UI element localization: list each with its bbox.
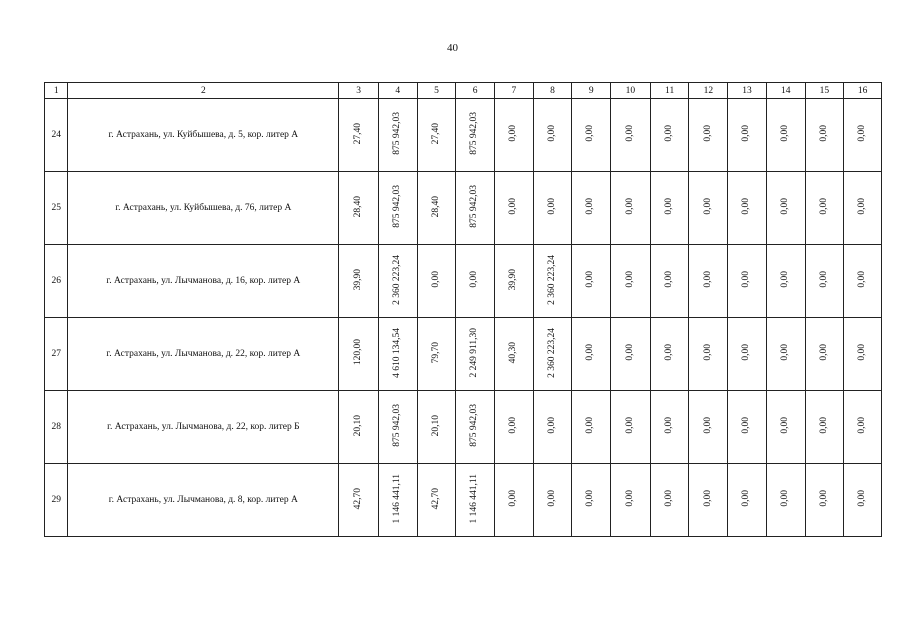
- value-cell: [456, 318, 495, 391]
- value-cell: [378, 391, 417, 464]
- cell-value: 2 360 223,24: [546, 254, 557, 305]
- cell-value: 0,00: [624, 125, 635, 142]
- value-cell: [533, 172, 572, 245]
- column-header: 15: [805, 83, 844, 99]
- cell-value: 0,00: [856, 198, 867, 215]
- value-cell: [689, 391, 728, 464]
- value-cell: [456, 464, 495, 537]
- cell-value: 875 942,03: [392, 112, 403, 155]
- cell-value: 0,00: [469, 271, 480, 288]
- value-cell: [495, 245, 534, 318]
- column-header: 9: [572, 83, 611, 99]
- column-header: 2: [68, 83, 339, 99]
- cell-value: 0,00: [818, 490, 829, 507]
- cell-value: 0,00: [779, 198, 790, 215]
- row-number: 27: [45, 318, 68, 391]
- column-header: 5: [417, 83, 456, 99]
- cell-value: 0,00: [702, 125, 713, 142]
- table-row: [45, 318, 882, 391]
- cell-value: 20,10: [352, 414, 363, 437]
- table-row: [45, 391, 882, 464]
- row-number: 25: [45, 172, 68, 245]
- cell-value: 0,00: [779, 125, 790, 142]
- row-number: 24: [45, 99, 68, 172]
- value-cell: [650, 391, 689, 464]
- cell-value: 0,00: [624, 344, 635, 361]
- value-cell: [533, 99, 572, 172]
- column-header: 8: [533, 83, 572, 99]
- cell-value: 0,00: [663, 417, 674, 434]
- row-number: 26: [45, 245, 68, 318]
- value-cell: [339, 99, 379, 172]
- cell-value: 0,00: [741, 198, 752, 215]
- value-cell: [378, 245, 417, 318]
- value-cell: [766, 464, 805, 537]
- value-cell: [572, 172, 611, 245]
- value-cell: [689, 245, 728, 318]
- cell-value: 0,00: [663, 125, 674, 142]
- value-cell: [378, 99, 417, 172]
- cell-value: 0,00: [585, 417, 596, 434]
- cell-value: 1 146 441,11: [392, 473, 403, 524]
- value-cell: [728, 464, 767, 537]
- data-table: [44, 82, 882, 537]
- value-cell: [689, 99, 728, 172]
- value-cell: [417, 172, 456, 245]
- address-cell: г. Астрахань, ул. Куйбышева, д. 76, литер А: [68, 172, 339, 245]
- value-cell: [417, 464, 456, 537]
- value-cell: [844, 391, 882, 464]
- value-cell: [728, 99, 767, 172]
- value-cell: [728, 245, 767, 318]
- cell-value: 875 942,03: [392, 185, 403, 228]
- value-cell: [456, 172, 495, 245]
- value-cell: [766, 391, 805, 464]
- cell-value: 0,00: [818, 271, 829, 288]
- cell-value: 0,00: [663, 490, 674, 507]
- cell-value: 28,40: [430, 195, 441, 218]
- cell-value: 0,00: [546, 417, 557, 434]
- column-header: 3: [339, 83, 379, 99]
- cell-value: 0,00: [624, 271, 635, 288]
- cell-value: 0,00: [856, 344, 867, 361]
- cell-value: 0,00: [741, 344, 752, 361]
- cell-value: 2 249 911,30: [469, 327, 480, 378]
- value-cell: [572, 245, 611, 318]
- cell-value: 0,00: [585, 271, 596, 288]
- column-header: 1: [45, 83, 68, 99]
- cell-value: 0,00: [546, 198, 557, 215]
- column-header: 12: [689, 83, 728, 99]
- cell-value: 1 146 441,11: [469, 473, 480, 524]
- value-cell: [650, 99, 689, 172]
- value-cell: [844, 464, 882, 537]
- cell-value: 28,40: [352, 195, 363, 218]
- value-cell: [650, 172, 689, 245]
- cell-value: 0,00: [624, 417, 635, 434]
- value-cell: [456, 99, 495, 172]
- value-cell: [650, 464, 689, 537]
- cell-value: 0,00: [779, 271, 790, 288]
- cell-value: 0,00: [663, 344, 674, 361]
- value-cell: [805, 245, 844, 318]
- value-cell: [417, 318, 456, 391]
- cell-value: 0,00: [856, 417, 867, 434]
- value-cell: [417, 99, 456, 172]
- table-body: [45, 99, 882, 537]
- cell-value: 0,00: [856, 125, 867, 142]
- cell-value: 0,00: [702, 344, 713, 361]
- value-cell: [456, 391, 495, 464]
- column-header: 13: [728, 83, 767, 99]
- cell-value: 0,00: [741, 490, 752, 507]
- cell-value: 0,00: [741, 271, 752, 288]
- cell-value: 42,70: [352, 487, 363, 510]
- value-cell: [805, 172, 844, 245]
- value-cell: [611, 318, 651, 391]
- value-cell: [611, 99, 651, 172]
- value-cell: [844, 99, 882, 172]
- cell-value: 79,70: [430, 341, 441, 364]
- cell-value: 0,00: [430, 271, 441, 288]
- value-cell: [339, 245, 379, 318]
- cell-value: 0,00: [508, 125, 519, 142]
- cell-value: 4 610 134,54: [392, 327, 403, 378]
- address-cell: г. Астрахань, ул. Лычманова, д. 8, кор. литер А: [68, 464, 339, 537]
- cell-value: 27,40: [352, 122, 363, 145]
- value-cell: [844, 318, 882, 391]
- row-number: 29: [45, 464, 68, 537]
- cell-value: 0,00: [779, 490, 790, 507]
- cell-value: 0,00: [779, 417, 790, 434]
- page-number: 40: [447, 42, 458, 54]
- value-cell: [339, 172, 379, 245]
- address-cell: г. Астрахань, ул. Лычманова, д. 22, кор. литер Б: [68, 391, 339, 464]
- value-cell: [495, 99, 534, 172]
- column-header: 6: [456, 83, 495, 99]
- value-cell: [611, 245, 651, 318]
- value-cell: [572, 318, 611, 391]
- cell-value: 0,00: [585, 490, 596, 507]
- cell-value: 875 942,03: [469, 404, 480, 447]
- cell-value: 0,00: [585, 344, 596, 361]
- cell-value: 39,90: [352, 268, 363, 291]
- value-cell: [378, 318, 417, 391]
- cell-value: 20,10: [430, 414, 441, 437]
- cell-value: 0,00: [663, 198, 674, 215]
- value-cell: [378, 464, 417, 537]
- cell-value: 0,00: [702, 198, 713, 215]
- cell-value: 42,70: [430, 487, 441, 510]
- cell-value: 875 942,03: [469, 185, 480, 228]
- column-header: 11: [650, 83, 689, 99]
- cell-value: 27,40: [430, 122, 441, 145]
- cell-value: 0,00: [508, 198, 519, 215]
- address-cell: г. Астрахань, ул. Лычманова, д. 22, кор. литер А: [68, 318, 339, 391]
- value-cell: [611, 391, 651, 464]
- cell-value: 0,00: [702, 417, 713, 434]
- cell-value: 0,00: [856, 490, 867, 507]
- value-cell: [495, 318, 534, 391]
- header-row: [45, 83, 882, 99]
- value-cell: [611, 464, 651, 537]
- value-cell: [805, 391, 844, 464]
- value-cell: [805, 99, 844, 172]
- value-cell: [572, 464, 611, 537]
- value-cell: [533, 464, 572, 537]
- column-header: 14: [766, 83, 805, 99]
- cell-value: 0,00: [779, 344, 790, 361]
- value-cell: [533, 318, 572, 391]
- column-header: 16: [844, 83, 882, 99]
- value-cell: [728, 391, 767, 464]
- cell-value: 0,00: [818, 125, 829, 142]
- table-row: [45, 245, 882, 318]
- value-cell: [417, 245, 456, 318]
- cell-value: 0,00: [585, 198, 596, 215]
- column-header: 4: [378, 83, 417, 99]
- value-cell: [805, 464, 844, 537]
- value-cell: [495, 391, 534, 464]
- value-cell: [533, 391, 572, 464]
- cell-value: 0,00: [663, 271, 674, 288]
- value-cell: [572, 99, 611, 172]
- cell-value: 0,00: [508, 417, 519, 434]
- cell-value: 0,00: [741, 417, 752, 434]
- value-cell: [572, 391, 611, 464]
- cell-value: 0,00: [702, 490, 713, 507]
- cell-value: 0,00: [624, 198, 635, 215]
- value-cell: [766, 318, 805, 391]
- value-cell: [378, 172, 417, 245]
- row-number: 28: [45, 391, 68, 464]
- value-cell: [689, 464, 728, 537]
- cell-value: 39,90: [508, 268, 519, 291]
- cell-value: 2 360 223,24: [546, 327, 557, 378]
- cell-value: 0,00: [741, 125, 752, 142]
- value-cell: [689, 318, 728, 391]
- value-cell: [766, 99, 805, 172]
- value-cell: [495, 172, 534, 245]
- value-cell: [844, 245, 882, 318]
- cell-value: 0,00: [702, 271, 713, 288]
- table-row: [45, 172, 882, 245]
- value-cell: [844, 172, 882, 245]
- value-cell: [766, 245, 805, 318]
- value-cell: [611, 172, 651, 245]
- value-cell: [339, 464, 379, 537]
- value-cell: [650, 245, 689, 318]
- cell-value: 0,00: [585, 125, 596, 142]
- cell-value: 875 942,03: [469, 112, 480, 155]
- cell-value: 2 360 223,24: [392, 254, 403, 305]
- value-cell: [456, 245, 495, 318]
- column-header: 7: [495, 83, 534, 99]
- cell-value: 0,00: [818, 417, 829, 434]
- value-cell: [805, 318, 844, 391]
- value-cell: [533, 245, 572, 318]
- value-cell: [689, 172, 728, 245]
- value-cell: [417, 391, 456, 464]
- cell-value: 875 942,03: [392, 404, 403, 447]
- value-cell: [728, 172, 767, 245]
- cell-value: 0,00: [818, 198, 829, 215]
- value-cell: [728, 318, 767, 391]
- cell-value: 0,00: [508, 490, 519, 507]
- cell-value: 120,00: [352, 339, 363, 366]
- value-cell: [650, 318, 689, 391]
- cell-value: 0,00: [546, 490, 557, 507]
- cell-value: 0,00: [546, 125, 557, 142]
- table-row: [45, 464, 882, 537]
- cell-value: 0,00: [624, 490, 635, 507]
- address-cell: г. Астрахань, ул. Куйбышева, д. 5, кор. литер А: [68, 99, 339, 172]
- value-cell: [766, 172, 805, 245]
- cell-value: 0,00: [856, 271, 867, 288]
- value-cell: [495, 464, 534, 537]
- cell-value: 0,00: [818, 344, 829, 361]
- value-cell: [339, 391, 379, 464]
- column-header: 10: [611, 83, 651, 99]
- value-cell: [339, 318, 379, 391]
- address-cell: г. Астрахань, ул. Лычманова, д. 16, кор. литер А: [68, 245, 339, 318]
- cell-value: 40,30: [508, 341, 519, 364]
- table-row: [45, 99, 882, 172]
